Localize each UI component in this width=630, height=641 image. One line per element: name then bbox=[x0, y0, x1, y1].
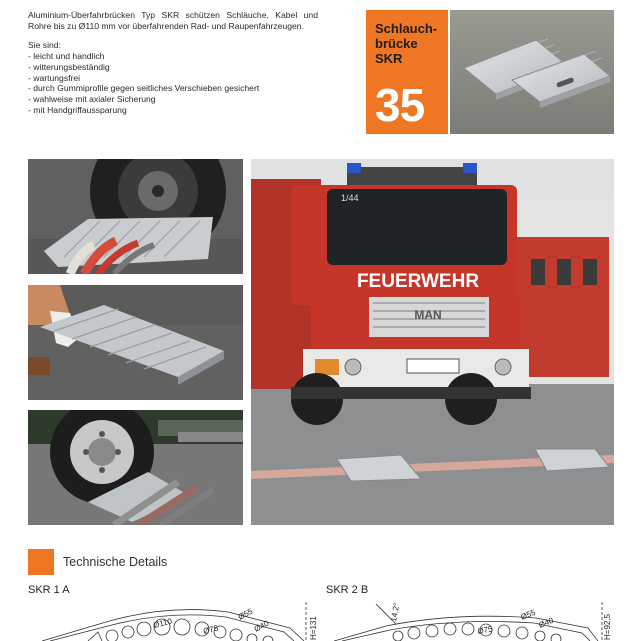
badge-title bbox=[375, 21, 437, 66]
dim-angle: 14,2° bbox=[389, 602, 402, 623]
dim-d75: Ø75 bbox=[476, 624, 494, 636]
technical-details-heading bbox=[28, 548, 167, 576]
dim-d55: Ø55 bbox=[519, 607, 537, 622]
feature-item: - wahlweise mit axialer Sicherung bbox=[28, 94, 318, 105]
section-title: Technische Details bbox=[63, 555, 168, 569]
intro-paragraph: Aluminium-Überfahrbrücken Typ SKR schützen Schläuche, Kabel und Rohre bis zu Ø110 mm vor überfahrenden Rad- und Raupenfahrzeugen. bbox=[28, 10, 318, 31]
badge-number: 35 bbox=[375, 79, 425, 131]
dim-d55: Ø55 bbox=[236, 606, 255, 622]
truck-sign-text: FEUERWEHR bbox=[356, 271, 480, 292]
dim-height: H=92,5 bbox=[603, 613, 612, 640]
dim-d40: Ø40 bbox=[252, 618, 271, 634]
feature-item: - witterungsbeständig bbox=[28, 62, 318, 73]
product-badge bbox=[366, 10, 448, 134]
badge-line-3: SKR bbox=[375, 51, 403, 66]
badge-line-2: brücke bbox=[375, 36, 418, 51]
drawing-skr2b bbox=[326, 598, 616, 641]
feature-list bbox=[28, 51, 318, 115]
feature-item: - mit Handgriffaussparung bbox=[28, 105, 318, 116]
photo-fire-truck bbox=[251, 159, 614, 525]
badge-line-1: Schlauch- bbox=[375, 21, 438, 36]
product-photo bbox=[450, 10, 614, 134]
feature-item: - durch Gummiprofile gegen seitliches Verschieben gesichert bbox=[28, 83, 318, 94]
photo-tire-on-ramp bbox=[28, 159, 243, 274]
orange-square-marker bbox=[28, 549, 54, 575]
drawing-skr1a bbox=[28, 598, 328, 641]
dim-height: H=131 bbox=[309, 616, 318, 640]
intro-text bbox=[28, 10, 318, 115]
truck-unit-number: 1/44 bbox=[341, 193, 359, 203]
photo-truck-wheel-on-ramp bbox=[28, 410, 243, 525]
dim-d75: Ø75 bbox=[202, 623, 220, 636]
feature-list-heading: Sie sind: bbox=[28, 40, 61, 51]
feature-item: - wartungsfrei bbox=[28, 73, 318, 84]
drawing-label-skr2b: SKR 2 B bbox=[326, 584, 369, 596]
photo-carry-ramp bbox=[28, 285, 243, 400]
feature-item: - leicht und handlich bbox=[28, 51, 318, 62]
truck-maker-logo: MAN bbox=[414, 308, 442, 322]
dim-d110: Ø110 bbox=[152, 616, 173, 630]
dim-d40: Ø40 bbox=[537, 615, 555, 630]
drawing-label-skr1a: SKR 1 A bbox=[28, 584, 70, 596]
